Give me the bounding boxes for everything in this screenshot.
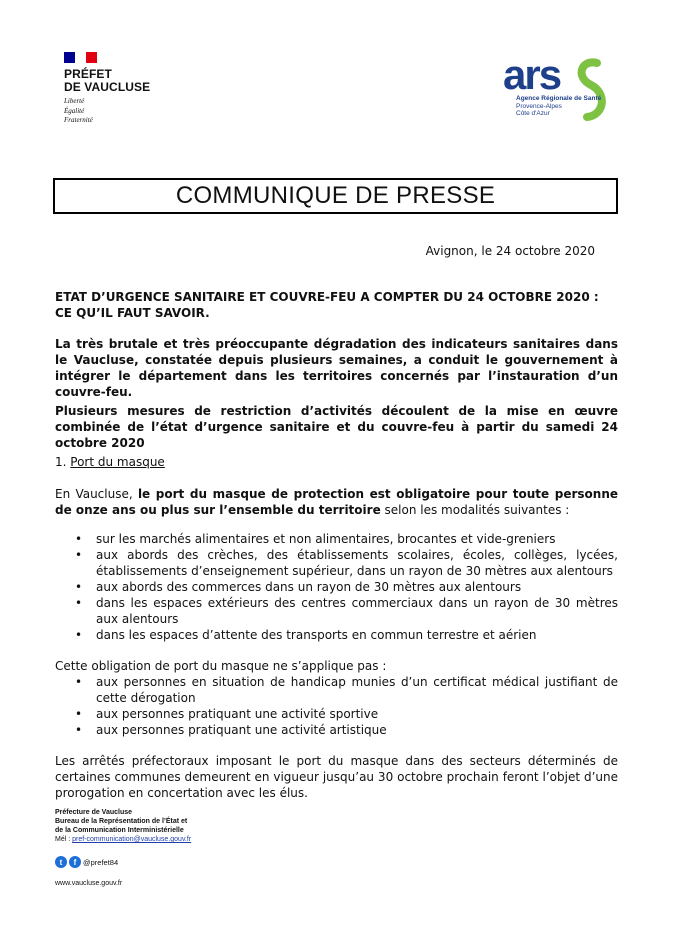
list-item [55,706,618,722]
twitter-icon[interactable]: t [55,856,67,868]
list-item-text: aux abords des crèches, des établissements scolaires, écoles, collèges, lycées, établissements d’enseignement supérieur, dans un rayon de 30 mètres aux alentours [96,548,618,578]
bullet-icon: • [75,675,83,689]
bullet-icon: • [75,532,83,546]
mask-locations-list [55,531,618,643]
press-release-title: COMMUNIQUE DE PRESSE [53,178,618,214]
intro-paragraph-2: Plusieurs mesures de restriction d’activités découlent de la mise en œuvre combinée de l’état d’urgence sanitaire et du couvre-feu à partir du samedi 24 octobre 2020 [55,404,618,450]
exemptions-list [55,674,618,738]
ars-logo-text: ars [503,55,561,98]
list-item-text: aux personnes pratiquant une activité sportive [96,707,379,721]
section-heading-mask [55,454,618,470]
list-item-text: aux abords des commerces dans un rayon de 30 mètres aux alentours [96,580,522,594]
contact-footer [55,808,191,844]
bullet-icon: • [75,548,83,562]
list-item [55,627,618,643]
section-title: Port du masque [70,455,165,469]
headline: ETAT D’URGENCE SANITAIRE ET COUVRE-FEU A COMPTER DU 24 OCTOBRE 2020 : CE QU’IL FAUT SAVOIR. [55,290,599,320]
ars-agency-text [516,95,601,118]
ars-line2: Provence-Alpes [516,102,562,110]
bullet-icon: • [75,723,83,737]
bullet-icon: • [75,628,83,642]
intro-paragraph-1: La très brutale et très préoccupante dégradation des indicateurs sanitaires dans le Vaucluse, constatée depuis plusieurs semaines, a conduit le gouvernement à intégrer le département dans les territoires concernés par l’instauration d’un couvre-feu. [55,337,618,399]
motto-liberte: Liberté [64,97,85,105]
list-item [55,674,618,706]
republic-flag-logo [64,52,97,63]
mask-rule-lead: En Vaucluse, [55,487,138,501]
ars-line3: Côte d'Azur [516,110,550,118]
mail-label: Mél : [55,836,73,843]
list-item [55,531,618,547]
list-item-text: aux personnes en situation de handicap munies d’un certificat médical justifiant de cette dérogation [96,675,618,705]
motto-fraternite: Fraternité [64,116,93,124]
list-item-text: sur les marchés alimentaires et non alimentaires, brocantes et vide-greniers [96,532,556,546]
motto-egalite: Égalité [64,106,85,115]
footer-prefecture: Préfecture de Vaucluse [55,809,133,816]
list-item [55,547,618,579]
section-number: 1. [55,455,71,469]
mask-rule-tail: selon les modalités suivantes : [380,503,570,517]
facebook-icon[interactable]: f [69,856,81,868]
list-item-text: aux personnes pratiquant une activité artistique [96,723,387,737]
bullet-icon: • [75,596,83,610]
list-item [55,579,618,595]
footer-mail-line [55,835,191,844]
social-links [55,856,118,868]
footer-communication: de la Communication Interministérielle [55,827,184,834]
footer-bureau: Bureau de la Représentation de l’État et [55,818,188,825]
ars-line1: Agence Régionale de Santé [516,95,602,102]
list-item [55,722,618,738]
list-item-text: dans les espaces extérieurs des centres commerciaux dans un rayon de 30 mètres aux alentours [96,596,618,626]
mask-rule-bold: le port du masque de protection est obligatoire pour toute personne de onze ans ou plus sur l’ensemble du territoire [55,487,619,517]
document-date: Avignon, le 24 octobre 2020 [425,244,595,258]
list-item [55,595,618,627]
bullet-icon: • [75,580,83,594]
prefet-line2: DE VAUCLUSE [64,80,151,94]
republic-motto [64,97,93,126]
prefet-logo-text [64,68,150,94]
exemption-intro: Cette obligation de port du masque ne s’applique pas : [55,659,387,673]
bullet-icon: • [75,707,83,721]
closing-paragraph: Les arrêtés préfectoraux imposant le port du masque dans des secteurs déterminés de certaines communes demeurent en vigueur jusqu’au 30 octobre prochain feront l’objet d’une prorogation en concertation avec les élus. [55,754,618,800]
mask-rule-paragraph [55,486,618,518]
social-handle: @prefet84 [83,857,119,867]
list-item-text: dans les espaces d’attente des transports en commun terrestre et aérien [96,628,537,642]
website-link[interactable]: www.vaucluse.gouv.fr [55,880,123,887]
mail-link[interactable]: pref-communication@vaucluse.gouv.fr [72,836,192,843]
prefet-line1: PRÉFET [64,67,112,81]
